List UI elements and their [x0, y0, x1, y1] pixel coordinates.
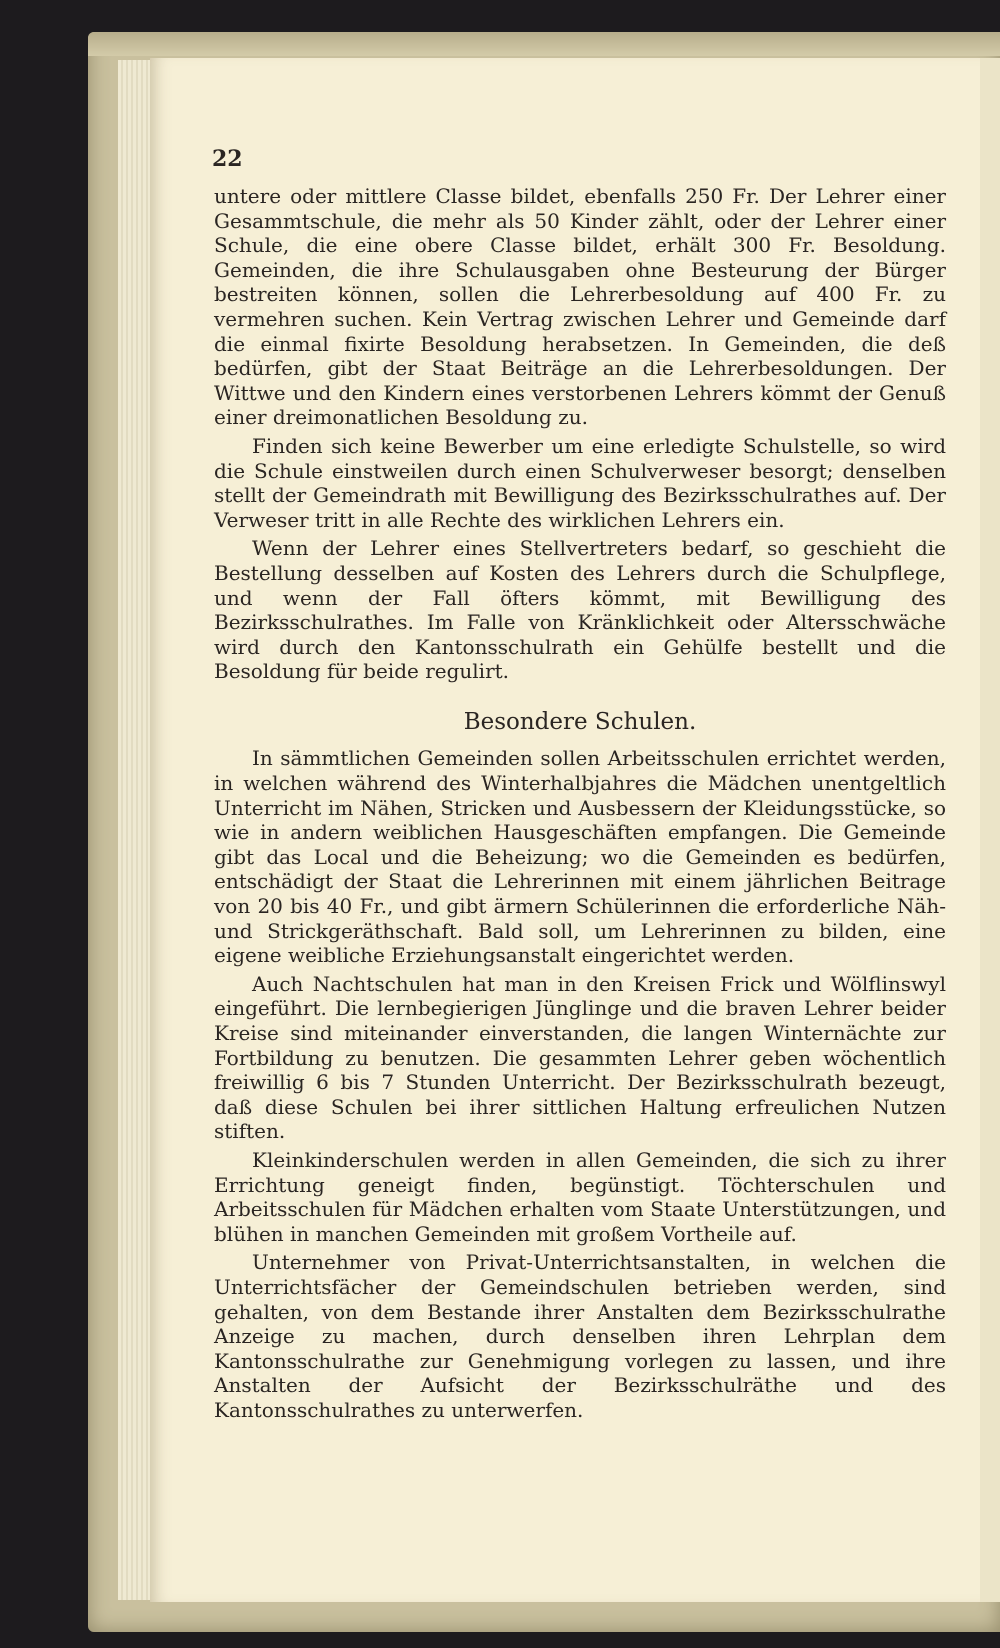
paragraph-1: untere oder mittlere Classe bildet, ebenfalls 250 Fr. Der Lehrer einer Gesammtschule, die mehr als 50 Kinder zählt, oder der Lehrer einer Schule, die eine obere Classe bildet, erhält 300 Fr. Besoldung. Gemeinden, die ihre Schulausgaben ohne Besteurung der Bürger bestreiten können, sollen die Lehrerbesoldung auf 400 Fr. zu vermehren suchen. Kein Vertrag zwischen Lehrer und Gemeinde darf die einmal fixirte Besoldung herabsetzen. In Gemeinden, die deß bedürfen, gibt der Staat Beiträge an die Lehrerbesoldungen. Der Wittwe und den Kindern eines verstorbenen Lehrers kömmt der Genuß einer dreimonatlichen Besoldung zu.: [214, 184, 946, 430]
paragraph-4: In sämmtlichen Gemeinden sollen Arbeitsschulen errichtet werden, in welchen während des Winterhalbjahres die Mädchen unentgeltlich Unterricht im Nähen, Stricken und Ausbessern der Kleidungsstücke, so wie in andern weiblichen Hausgeschäften empfangen. Die Gemeinde gibt das Local und die Beheizung; wo die Gemeinden es bedürfen, entschädigt der Staat die Lehrerinnen mit einem jährlichen Beitrage von 20 bis 40 Fr., und gibt ärmern Schülerinnen die erforderliche Näh- und Strickgeräthschaft. Bald soll, um Lehrerinnen zu bilden, eine eigene weibliche Erziehungsanstalt eingerichtet werden.: [214, 746, 946, 968]
paragraph-3: Wenn der Lehrer eines Stellvertreters bedarf, so geschieht die Bestellung desselben auf Kosten des Lehrers durch die Schulpflege, und wenn der Fall öfters kömmt, mit Bewilligung des Bezirksschulrathes. Im Falle von Kränklichkeit oder Altersschwäche wird durch den Kantonsschulrath ein Gehülfe bestellt und die Besoldung für beide regulirt.: [214, 536, 946, 684]
paragraph-7: Unternehmer von Privat-Unterrichtsanstalten, in welchen die Unterrichtsfächer der Gemeindschulen betrieben werden, sind gehalten, von dem Bestande ihrer Anstalten dem Bezirksschulrathe Anzeige zu machen, durch denselben ihren Lehrplan dem Kantonsschulrathe zur Genehmigung vorlegen zu lassen, und ihre Anstalten der Aufsicht der Bezirksschulräthe und des Kantonsschulrathes zu unterwerfen.: [214, 1250, 946, 1422]
page-number: 22: [212, 146, 243, 172]
page-stack-edge: [118, 60, 152, 1600]
section-heading: Besondere Schulen.: [463, 708, 697, 735]
next-page-edge: [980, 58, 1000, 1602]
page-text: [214, 184, 946, 1423]
paragraph-6: Kleinkinderschulen werden in allen Gemeinden, die sich zu ihrer Errichtung geneigt finden, begünstigt. Töchterschulen und Arbeitsschulen für Mädchen erhalten vom Staate Unterstützungen, und blühen in manchen Gemeinden mit großem Vortheile auf.: [214, 1147, 946, 1246]
paragraph-5: Auch Nachtschulen hat man in den Kreisen Frick und Wölflinswyl eingeführt. Die lernbegierigen Jünglinge und die braven Lehrer beider Kreise sind miteinander einverstanden, die langen Winternächte zur Fortbildung zu benutzen. Die gesammten Lehrer geben wöchentlich freiwillig 6 bis 7 Stunden Unterricht. Der Bezirksschulrath bezeugt, daß diese Schulen bei ihrer sittlichen Haltung erfreulichen Nutzen stiften.: [214, 971, 946, 1144]
paragraph-2: Finden sich keine Bewerber um eine erledigte Schulstelle, so wird die Schule einstweilen durch einen Schulverweser besorgt; denselben stellt der Gemeindrath mit Bewilligung des Bezirksschulrathes auf. Der Verweser tritt in alle Rechte des wirklichen Lehrers ein.: [214, 433, 946, 532]
book-top-edge: [88, 32, 1000, 56]
